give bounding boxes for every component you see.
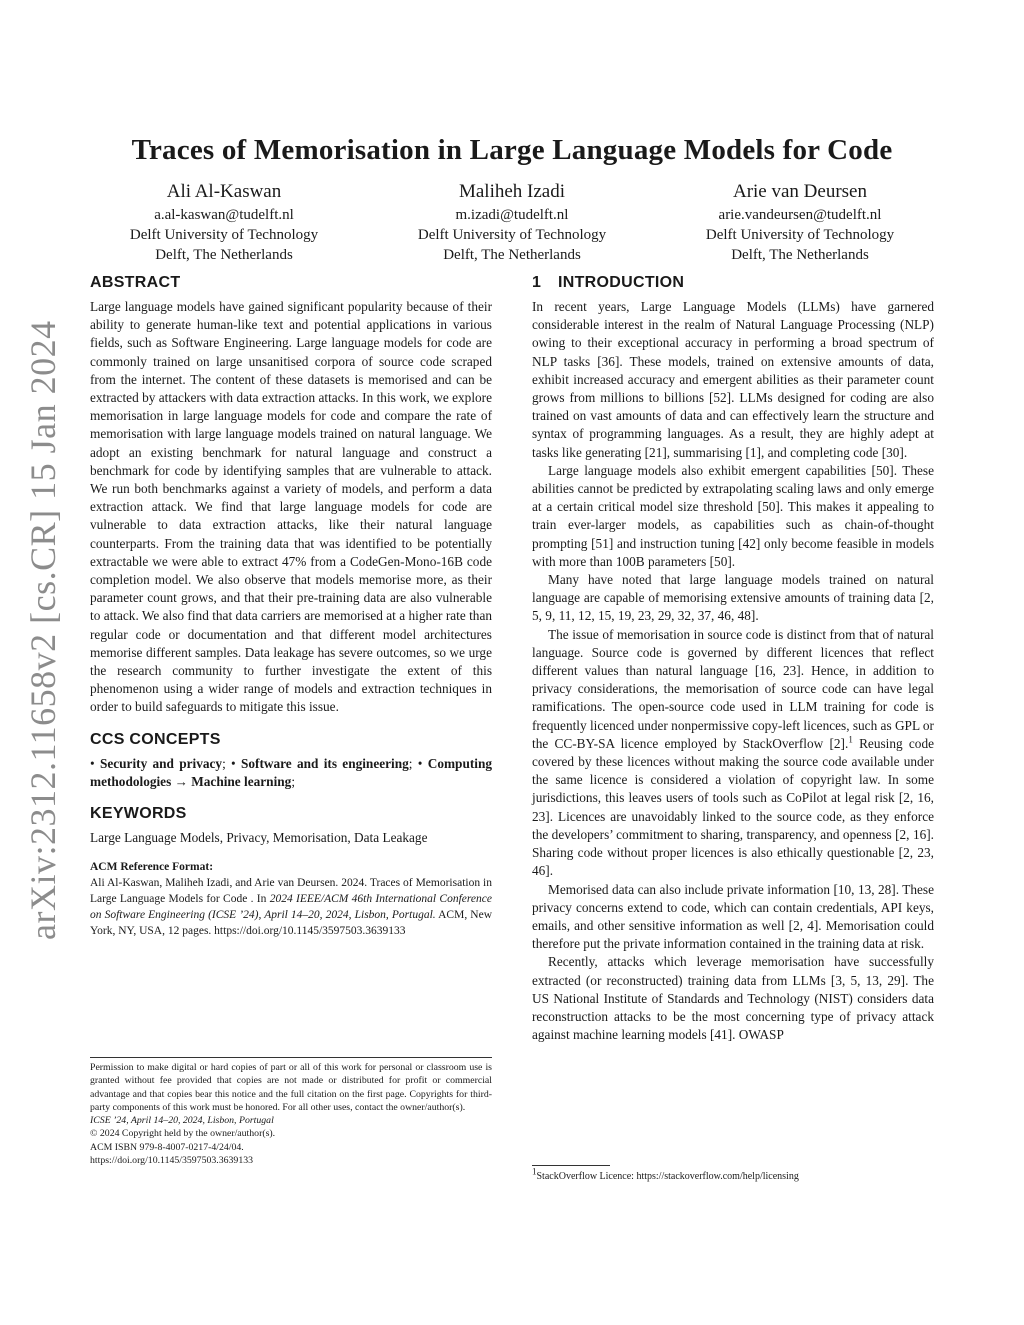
author-email: m.izadi@tudelft.nl bbox=[455, 207, 569, 223]
author-name: Arie van Deursen bbox=[732, 181, 867, 202]
intro-paragraph-3: Many have noted that large language models trained on natural language are capable of memorising extensive amounts of training data [2, 5, 9, 11, 12, 15, 19, 23, 29, 32, 37, 46, 48]. bbox=[532, 572, 934, 624]
intro-paragraph-2: Large language models also exhibit emergent capabilities [50]. These abilities cannot be predicted by extrapolating scaling laws and only emerge at a certain critical model size threshold [50]. This makes it appealing to train ever-larger models, as capabilities such as chain-of-thought prompting [51] and instruction tuning [42] only become feasible in models with more than 100B parameters [50]. bbox=[532, 462, 934, 569]
intro-paragraph-6: Recently, attacks which leverage memorisation have successfully extracted (or reconstructed) training data from LLMs [3, 5, 13, 29]. The US National Institute of Standards and Technology (NIST) considers data reconstruction attacks to be the most concerning type of privacy attack against machine learning models [41]. OWASP bbox=[532, 954, 934, 1043]
author-location: Delft, The Netherlands bbox=[731, 247, 869, 263]
author-block bbox=[80, 181, 944, 265]
author-name: Ali Al-Kaswan bbox=[166, 181, 282, 202]
ccs-concepts bbox=[90, 755, 492, 791]
reference-venue: 2024 IEEE/ACM 46th International Conference on Software Engineering (ICSE ’24), April 14–20, 2024, Lisbon, Portugal. bbox=[90, 893, 492, 922]
author-name: Maliheh Izadi bbox=[458, 181, 566, 202]
ccs-section bbox=[90, 731, 492, 791]
ccs-item: Software and its engineering bbox=[241, 755, 409, 771]
ccs-item: Security and privacy bbox=[99, 755, 223, 771]
right-column bbox=[532, 274, 934, 1044]
author-affiliation: Delft University of Technology bbox=[705, 227, 895, 243]
abstract-heading: ABSTRACT bbox=[90, 274, 181, 291]
author-3 bbox=[656, 181, 944, 265]
section-number: 1 bbox=[532, 274, 542, 291]
bullet: • bbox=[90, 755, 95, 771]
author-1 bbox=[80, 181, 368, 265]
paragraph-text: Reusing code covered by these licences without making the source code available under the same licence is considered a violation of copyright law. In some jurisdictions, this leaves users of tools such as CoPilot at legal risk [2, 16, 23]. Licences are unavoidably linked to the source code, as they enforce the developers’ commitment to sharing, transparency, and openness [2, 16]. Sharing code without proper licences is also ethically questionable [2, 23, 46]. bbox=[532, 735, 934, 879]
paper-title: Traces of Memorisation in Large Language Models for Code bbox=[131, 134, 893, 166]
footnote-divider bbox=[532, 1165, 610, 1166]
intro-paragraph-5: Memorised data can also include private information [10, 13, 28]. These privacy concerns extend to code, which can contain credentials, API keys, emails, and other sensitive information as well [2, 4]. Memorisation could therefore put the private information contained in the training data at risk. bbox=[532, 881, 934, 952]
author-location: Delft, The Netherlands bbox=[443, 247, 581, 263]
footnote-text: StackOverflow Licence: https://stackoverflow.com/help/licensing bbox=[536, 1171, 799, 1182]
ccs-item: Computing methodologies bbox=[90, 755, 493, 789]
separator: ; bbox=[291, 773, 296, 789]
author-affiliation: Delft University of Technology bbox=[417, 227, 607, 243]
section-title: INTRODUCTION bbox=[558, 274, 685, 291]
author-email: arie.vandeursen@tudelft.nl bbox=[718, 207, 882, 223]
permission-doi: https://doi.org/10.1145/3597503.3639133 bbox=[90, 1155, 254, 1167]
acm-reference-heading: ACM Reference Format: bbox=[90, 861, 214, 874]
arrow: → bbox=[171, 773, 192, 789]
bullet: • bbox=[417, 755, 423, 771]
permission-text: Permission to make digital or hard copies of part or all of this work for personal or classroom use is granted without fee provided that copies are not made or distributed for profit or commercial advantage and that copies bear this notice and the full citation on the first page. Copyrights for third-party components of this work must be honored. For all other uses, contact the owner/author(s). bbox=[90, 1062, 492, 1113]
reference-lead: Ali Al-Kaswan, Maliheh Izadi, and Arie van Deursen. 2024. Traces of Memorisation in Large Language Models for Code . In bbox=[90, 877, 492, 906]
separator: ; bbox=[222, 755, 232, 771]
footnote-marker: 1 bbox=[848, 734, 853, 745]
paragraph-text: The issue of memorisation in source code is distinct from that of natural language. Source code is governed by different licences that reflect different values than natural language [16, 23]. Hence, in addition to privacy considerations, the memorisation of source code can have legal ramifications. The open-source code used in LLM training for code is frequently licenced under nonpermissive copy-left licences, such as GPL or the CC-BY-SA licence employed by StackOverflow [2]. bbox=[532, 626, 934, 751]
intro-paragraph-4 bbox=[532, 626, 934, 881]
intro-heading bbox=[532, 274, 934, 292]
abstract-text: Large language models have gained significant popularity because of their ability to generate human-like text and potential applications in various fields, such as Software Engineering. Large language models for code are commonly trained on large unsanitised corpora of source code scraped from the internet. The content of these datasets is memorised and can be extracted by attackers with data extraction attacks. In this work, we explore memorisation in large language models for code and compare the rate of memorisation with large language models trained on natural language. We adopt an existing benchmark for natural language and construct a benchmark for code by identifying samples that are vulnerable to attack. We run both benchmarks against a variety of models, and perform a data extraction attack. We find that large language models for code are vulnerable to data extraction attacks, like their natural language counterparts. From the training data that was identified to be potentially extractable we were able to extract 47% from a CodeGen-Mono-16B code completion model. We also observe that models memorise more, as their parameter count grows, and that their pre-training data are also vulnerable to attack. We also find that data carriers are memorised at a higher rate than regular code or documentation and that different model architectures memorise different samples. Data leakage has severe outcomes, so we urge the research community to further investigate the extent of this phenomenon using a wider range of models and extraction techniques in order to build safeguards to mitigate this issue. bbox=[90, 299, 492, 715]
author-affiliation: Delft University of Technology bbox=[129, 227, 319, 243]
ccs-heading: CCS CONCEPTS bbox=[90, 730, 221, 748]
arxiv-identifier: arXiv:2312.11658v2 [cs.CR] 15 Jan 2024 bbox=[23, 320, 63, 940]
permission-block bbox=[90, 1057, 492, 1167]
acm-reference-text bbox=[90, 875, 492, 939]
bullet: • bbox=[231, 755, 236, 771]
keywords-section bbox=[90, 805, 492, 847]
reference-tail: ACM, New York, NY, USA, 12 pages. https://doi.org/10.1145/3597503.3639133 bbox=[90, 909, 493, 938]
permission-isbn: ACM ISBN 979-8-4007-0217-4/24/04. bbox=[90, 1141, 244, 1153]
author-location: Delft, The Netherlands bbox=[155, 247, 293, 263]
permission-copyright: © 2024 Copyright held by the owner/author(s). bbox=[90, 1128, 276, 1140]
left-column bbox=[90, 274, 492, 939]
intro-paragraph-1: In recent years, Large Language Models (LLMs) have garnered considerable interest in the realm of Natural Language Processing (NLP) owing to their exceptional accuracy in performing a broad spectrum of NLP tasks [36]. These models, trained on extensive amounts of data, exhibit increased accuracy and emergent abilities as their parameter count grows from millions to billions [52]. LLMs designed for coding are also trained on vast amounts of data and can effectively learn the structure and syntax of programming languages. As a result, they are highly adept at tasks like generating [21], summarising [1], and completing code [30]. bbox=[532, 299, 934, 460]
ccs-item: Machine learning bbox=[191, 773, 292, 789]
keywords-text: Large Language Models, Privacy, Memorisation, Data Leakage bbox=[90, 830, 428, 846]
author-2 bbox=[368, 181, 656, 265]
permission-venue: ICSE ’24, April 14–20, 2024, Lisbon, Portugal bbox=[90, 1115, 274, 1127]
separator: ; bbox=[408, 755, 418, 771]
footnote-number: 1 bbox=[532, 1166, 537, 1177]
footnote bbox=[532, 1166, 934, 1183]
author-email: a.al-kaswan@tudelft.nl bbox=[154, 207, 294, 223]
keywords-heading: KEYWORDS bbox=[90, 805, 187, 823]
